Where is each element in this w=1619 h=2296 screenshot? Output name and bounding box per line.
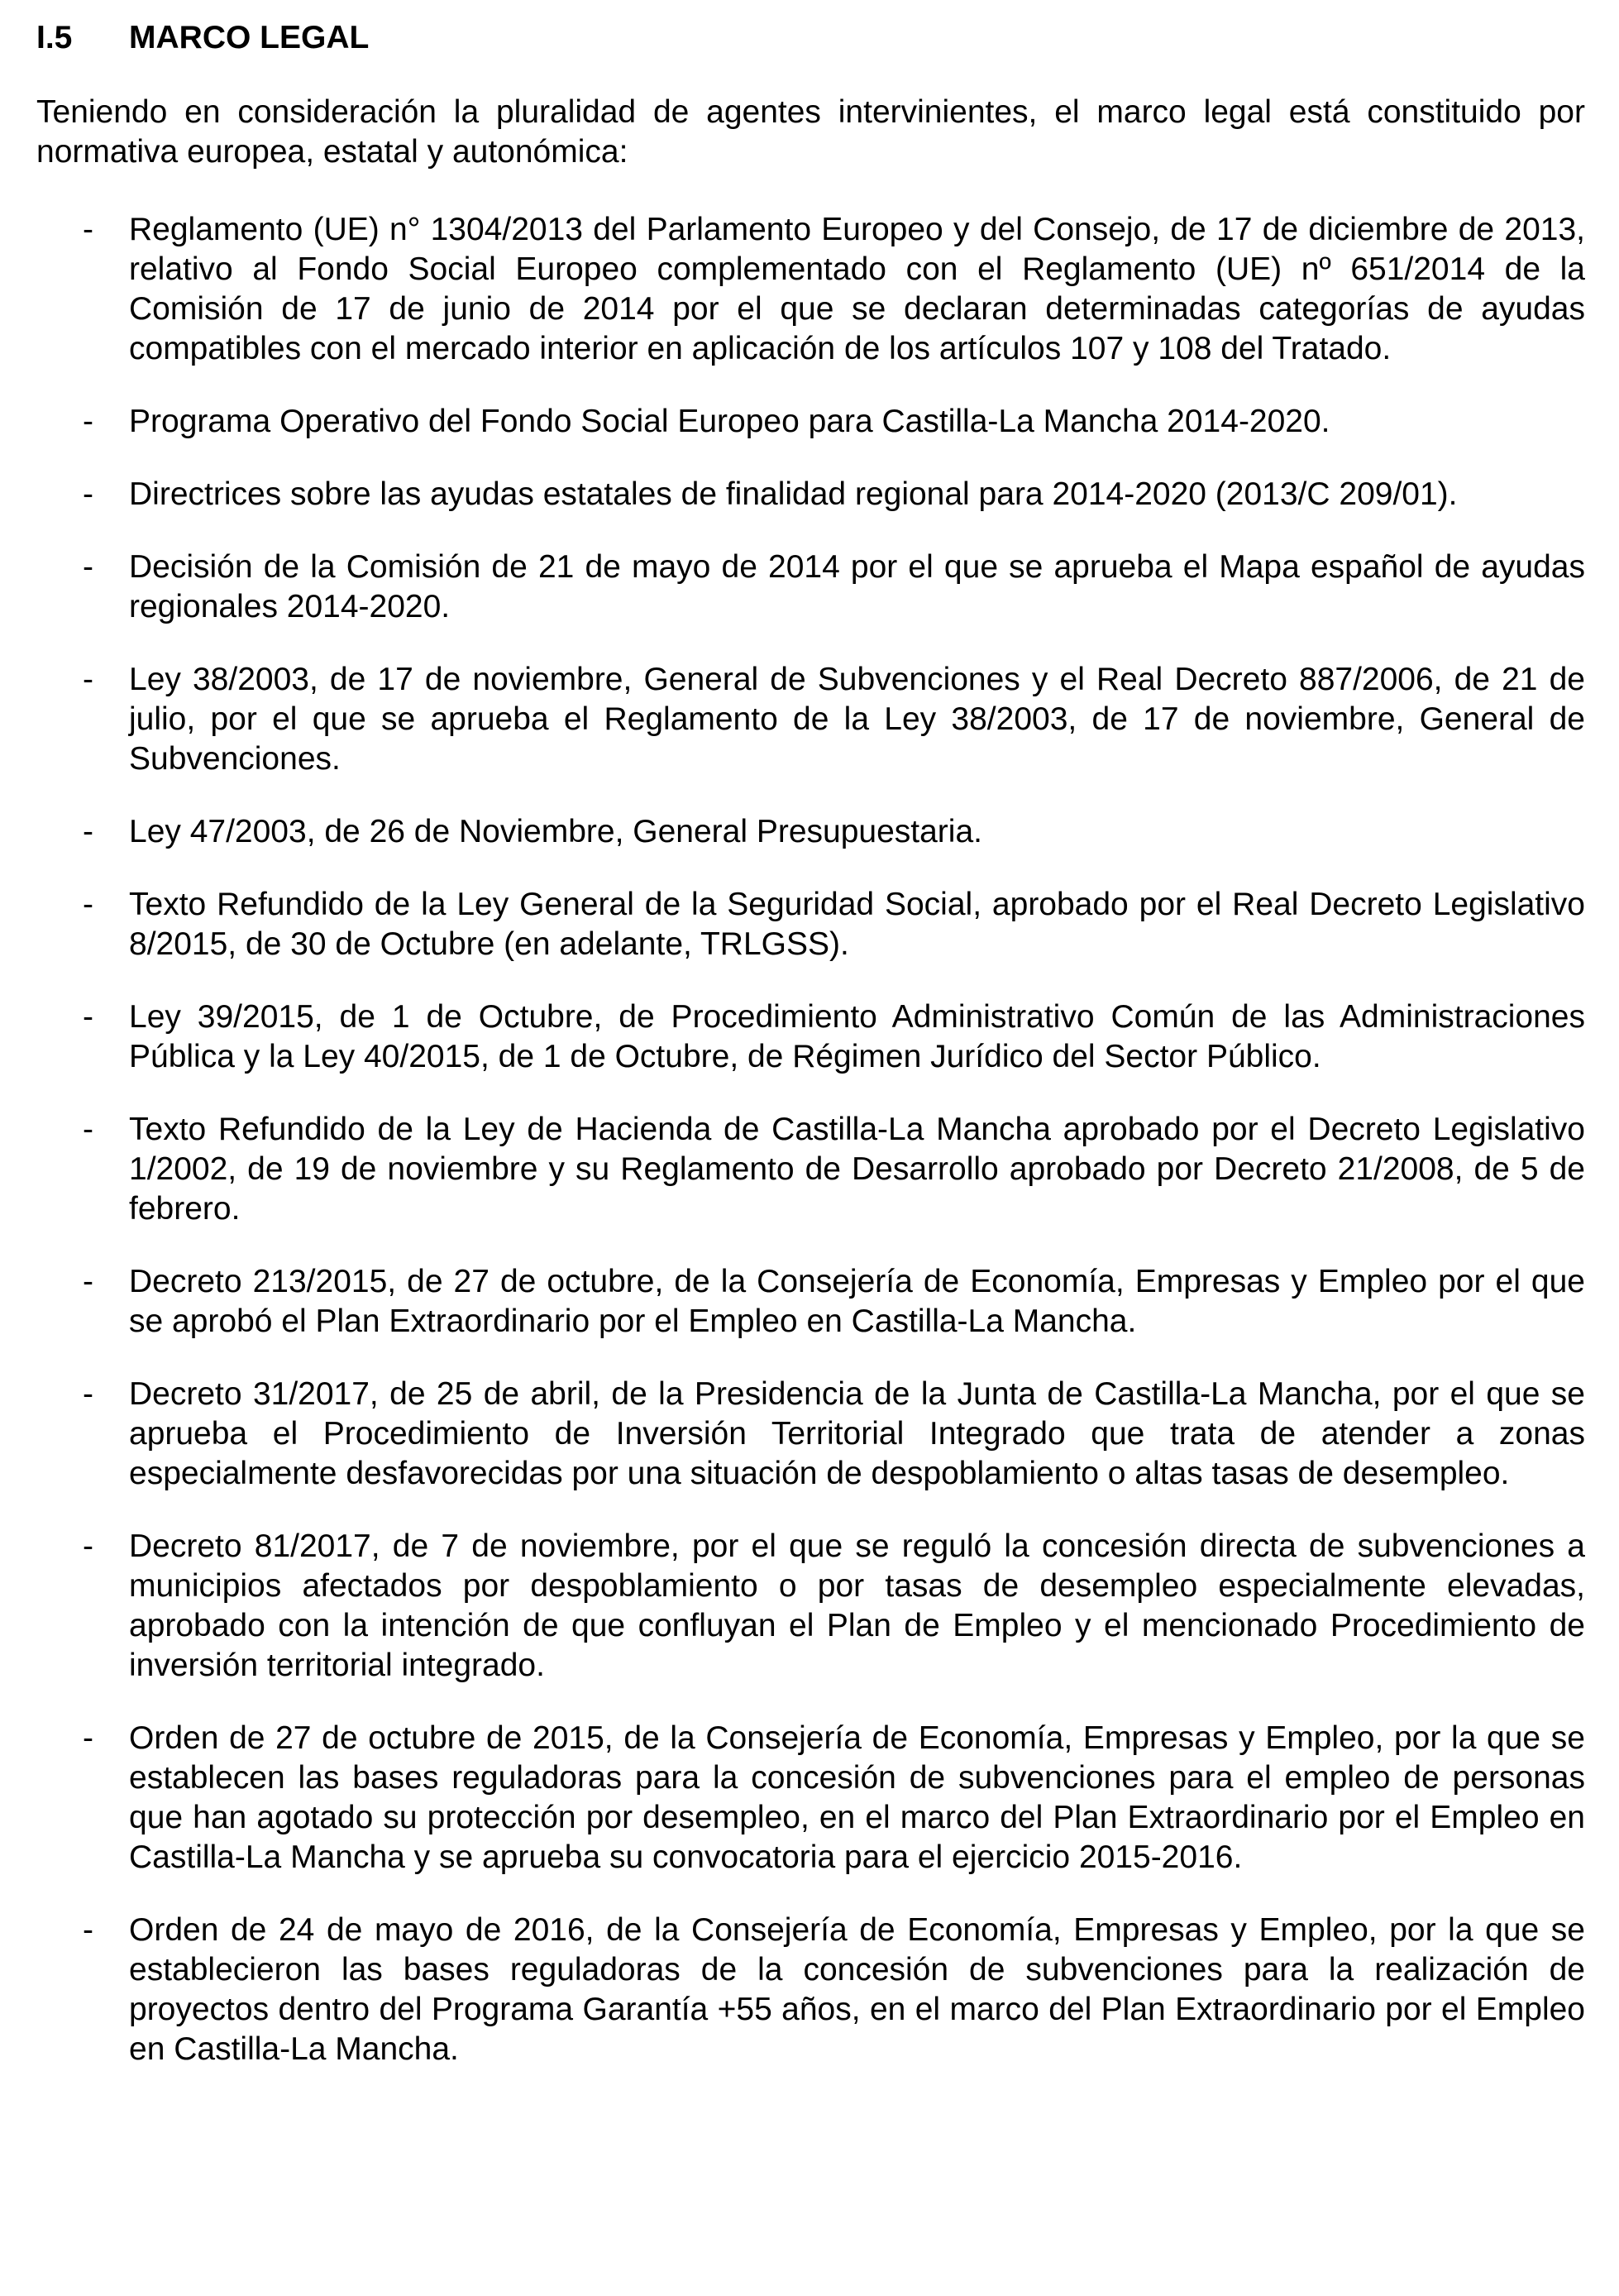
intro-paragraph: Teniendo en consideración la pluralidad de agentes intervinientes, el marco legal está constituido por normativa europea, estatal y autonómica: [36, 94, 1585, 170]
bullet-dash: - [83, 476, 93, 512]
list-item-text: Ley 38/2003, de 17 de noviembre, General de Subvenciones y el Real Decreto 887/2006, de 21 de julio, por el que se aprueba el Reglamento de la Ley 38/2003, de 17 de noviembre, General de Subvenciones. [129, 662, 1585, 777]
bullet-dash: - [83, 1912, 93, 1948]
list-item-text: Programa Operativo del Fondo Social Europeo para Castilla-La Mancha 2014-2020. [129, 404, 1330, 439]
list-item-text: Directrices sobre las ayudas estatales de finalidad regional para 2014-2020 (2013/C 209/01). [129, 476, 1458, 512]
list-item [36, 1719, 1585, 1877]
section-number: I.5 [36, 20, 73, 55]
section-heading [36, 17, 1585, 60]
bullet-dash: - [83, 662, 93, 697]
list-item-text: Decreto 81/2017, de 7 de noviembre, por el que se reguló la concesión directa de subvenciones a municipios afectados por despoblamiento o por tasas de desempleo especialmente elevadas, aprobado con la intención de que confluyan el Plan de Empleo y el mencionado Procedimiento de inversión territorial integrado. [129, 1528, 1585, 1683]
legal-framework-list [36, 210, 1585, 2069]
list-item [36, 660, 1585, 779]
list-item-text: Decisión de la Comisión de 21 de mayo de 2014 por el que se aprueba el Mapa español de ayudas regionales 2014-2020. [129, 549, 1585, 624]
list-item-text: Ley 39/2015, de 1 de Octubre, de Procedimiento Administrativo Común de las Administraciones Pública y la Ley 40/2015, de 1 de Octubre, de Régimen Jurídico del Sector Público. [129, 999, 1585, 1074]
bullet-dash: - [83, 404, 93, 439]
list-item-text: Reglamento (UE) n° 1304/2013 del Parlamento Europeo y del Consejo, de 17 de diciembre de 2013, relativo al Fondo Social Europeo complementado con el Reglamento (UE) nº 651/2014 de la Comisión de 17 de junio de 2014 por el que se declaran determinadas categorías de ayudas compatibles con el mercado interior en aplicación de los artículos 107 y 108 del Tratado. [129, 212, 1585, 366]
list-item [36, 210, 1585, 369]
list-item-text: Ley 47/2003, de 26 de Noviembre, General Presupuestaria. [129, 814, 982, 849]
bullet-dash: - [83, 999, 93, 1035]
bullet-dash: - [83, 1528, 93, 1564]
bullet-dash: - [83, 1720, 93, 1756]
list-item [36, 1375, 1585, 1494]
section-title: MARCO LEGAL [129, 20, 370, 55]
list-item [36, 475, 1585, 514]
document-page [36, 17, 1585, 2102]
list-item-text: Texto Refundido de la Ley General de la Seguridad Social, aprobado por el Real Decreto Legislativo 8/2015, de 30 de Octubre (en adelante, TRLGSS). [129, 887, 1585, 962]
list-item [36, 812, 1585, 852]
list-item [36, 997, 1585, 1077]
list-item [36, 1262, 1585, 1342]
bullet-dash: - [83, 1264, 93, 1299]
list-item [36, 1911, 1585, 2069]
bullet-dash: - [83, 1376, 93, 1412]
bullet-dash: - [83, 549, 93, 585]
bullet-dash: - [83, 1112, 93, 1147]
list-item-text: Decreto 31/2017, de 25 de abril, de la Presidencia de la Junta de Castilla-La Mancha, por el que se aprueba el Procedimiento de Inversión Territorial Integrado que trata de atender a zonas especialmente desfavorecidas por una situación de despoblamiento o altas tasas de desempleo. [129, 1376, 1585, 1491]
bullet-dash: - [83, 814, 93, 849]
list-item-text: Decreto 213/2015, de 27 de octubre, de la Consejería de Economía, Empresas y Empleo por el que se aprobó el Plan Extraordinario por el Empleo en Castilla-La Mancha. [129, 1264, 1585, 1339]
list-item [36, 1527, 1585, 1686]
list-item-text: Orden de 24 de mayo de 2016, de la Consejería de Economía, Empresas y Empleo, por la que se establecieron las bases reguladoras de la concesión de subvenciones para la realización de proyectos dentro del Programa Garantía +55 años, en el marco del Plan Extraordinario por el Empleo en Castilla-La Mancha. [129, 1912, 1585, 2067]
bullet-dash: - [83, 212, 93, 247]
bullet-dash: - [83, 887, 93, 922]
list-item [36, 402, 1585, 442]
list-item [36, 548, 1585, 627]
list-item [36, 1110, 1585, 1229]
list-item-text: Texto Refundido de la Ley de Hacienda de Castilla-La Mancha aprobado por el Decreto Legislativo 1/2002, de 19 de noviembre y su Reglamento de Desarrollo aprobado por Decreto 21/2008, de 5 de febrero. [129, 1112, 1585, 1227]
list-item [36, 885, 1585, 964]
list-item-text: Orden de 27 de octubre de 2015, de la Consejería de Economía, Empresas y Empleo, por la que se establecen las bases reguladoras para la concesión de subvenciones para el empleo de personas que han agotado su protección por desempleo, en el marco del Plan Extraordinario por el Empleo en Castilla-La Mancha y se aprueba su convocatoria para el ejercicio 2015-2016. [129, 1720, 1585, 1875]
